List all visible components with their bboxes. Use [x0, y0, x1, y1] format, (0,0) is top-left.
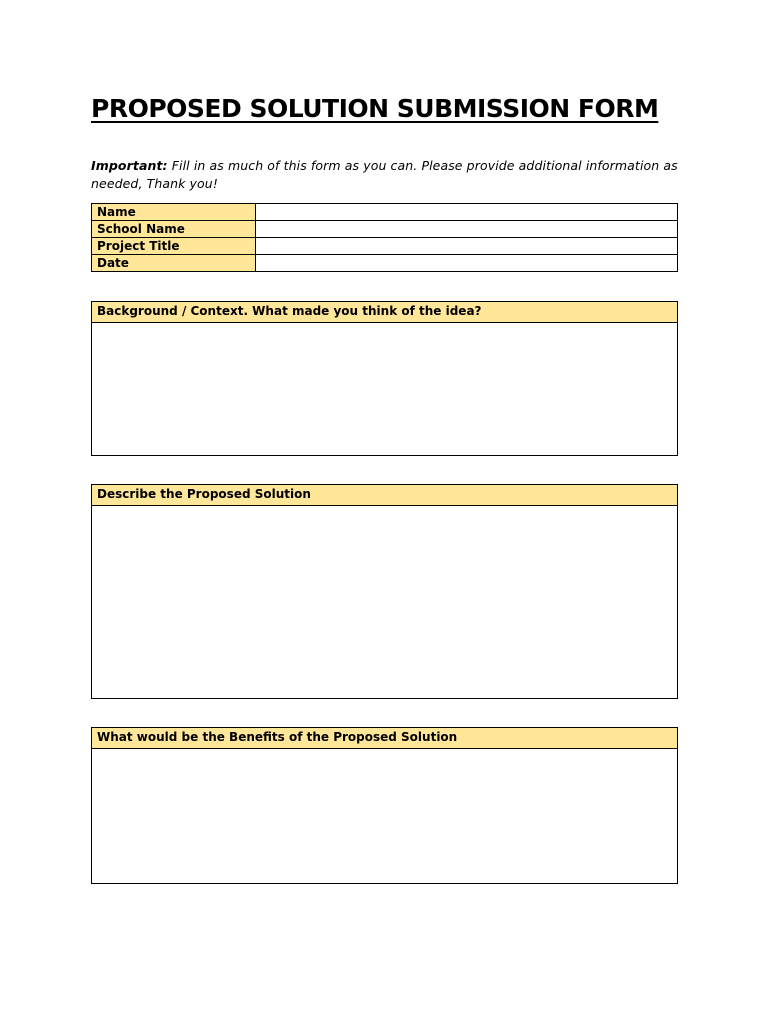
info-row-date: [92, 255, 678, 272]
section-benefits: [91, 727, 678, 884]
section-background-answer[interactable]: [92, 323, 677, 455]
section-benefits-heading: What would be the Benefits of the Proposed Solution: [92, 728, 677, 749]
section-benefits-answer[interactable]: [92, 749, 677, 883]
section-solution-heading: Describe the Proposed Solution: [92, 485, 677, 506]
info-label-name: Name: [92, 204, 256, 221]
info-field-date[interactable]: [256, 255, 678, 272]
info-row-name: [92, 204, 678, 221]
info-field-project[interactable]: [256, 238, 678, 255]
intro-text: Fill in as much of this form as you can. Please provide additional information as needed, Thank you!: [91, 158, 678, 191]
section-solution: [91, 484, 678, 699]
info-label-school: School Name: [92, 221, 256, 238]
info-row-school: [92, 221, 678, 238]
section-solution-answer[interactable]: [92, 506, 677, 698]
info-label-date: Date: [92, 255, 256, 272]
info-table: [91, 203, 678, 272]
intro-note: [91, 157, 681, 193]
section-background: [91, 301, 678, 456]
info-field-name[interactable]: [256, 204, 678, 221]
page-title: PROPOSED SOLUTION SUBMISSION FORM: [91, 94, 659, 123]
intro-lead: Important:: [91, 158, 168, 173]
info-row-project: [92, 238, 678, 255]
info-label-project: Project Title: [92, 238, 256, 255]
section-background-heading: Background / Context. What made you think of the idea?: [92, 302, 677, 323]
info-field-school[interactable]: [256, 221, 678, 238]
